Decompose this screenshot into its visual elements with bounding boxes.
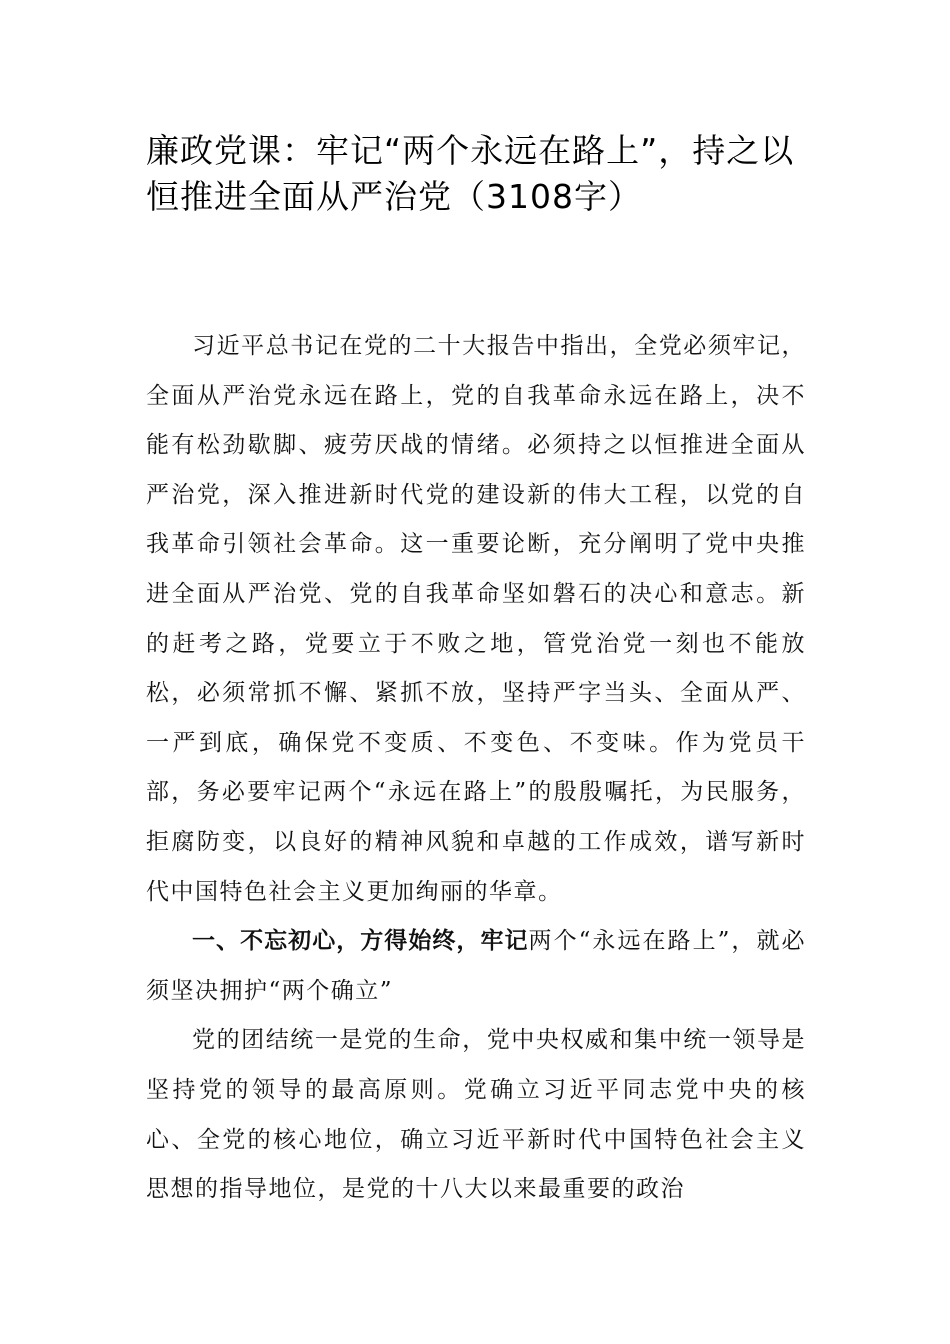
document-body (146, 322, 806, 1215)
document-title: 廉政党课：牢记“两个永远在路上”，持之以恒推进全面从严治党（3108字） (146, 131, 795, 216)
section-heading-1-bold: 一、不忘初心，方得始终，牢记 (192, 928, 529, 955)
section-1-paragraph: 党的团结统一是党的生命，党中央权威和集中统一领导是坚持党的领导的最高原则。党确立习近平同志党中央的核心、全党的核心地位，确立习近平新时代中国特色社会主义思想的指导地位，是党的十八大以来最重要的政治 (146, 1027, 806, 1203)
section-heading-1 (146, 917, 806, 1016)
document-page (146, 128, 806, 1215)
intro-paragraph: 习近平总书记在党的二十大报告中指出，全党必须牢记，全面从严治党永远在路上，党的自我革命永远在路上，决不能有松劲歇脚、疲劳厌战的情绪。必须持之以恒推进全面从严治党，深入推进新时代党的建设新的伟大工程，以党的自我革命引领社会革命。这一重要论断，充分阐明了党中央推进全面从严治党、党的自我革命坚如磐石的决心和意志。新的赶考之路，党要立于不败之地，管党治党一刻也不能放松，必须常抓不懈、紧抓不放，坚持严字当头、全面从严、一严到底，确保党不变质、不变色、不变味。作为党员干部，务必要牢记两个“永远在路上”的殷殷嘱托，为民服务，拒腐防变，以良好的精神风貌和卓越的工作成效，谱写新时代中国特色社会主义更加绚丽的华章。 (146, 333, 806, 905)
section-heading-1-rest: 两个“永远在路上”，就必须坚决拥护“两个确立” (146, 928, 806, 1004)
